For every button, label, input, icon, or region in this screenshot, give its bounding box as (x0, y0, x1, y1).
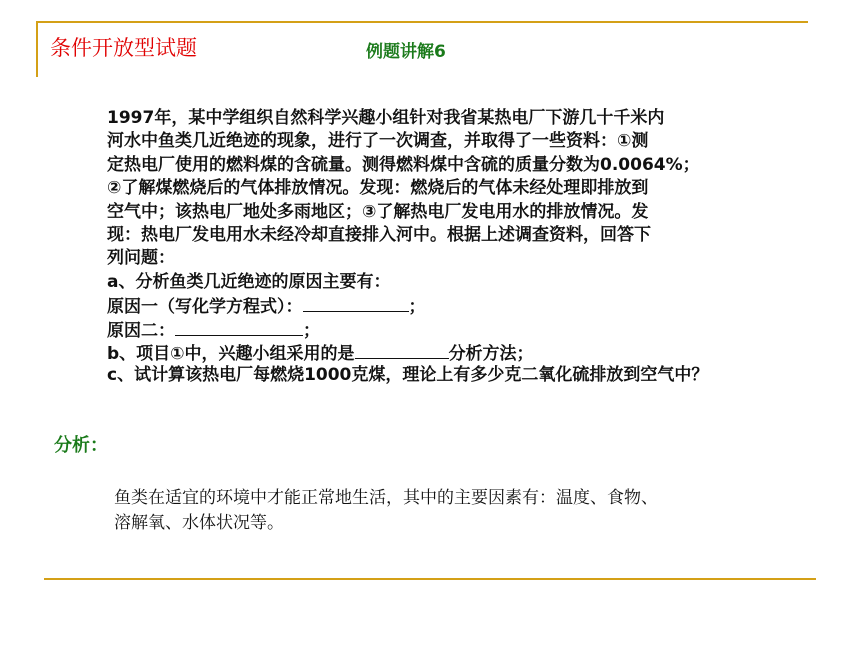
analysis-line: 鱼类在适宜的环境中才能正常地生活，其中的主要因素有：温度、食物、 (114, 488, 658, 508)
question-b-answer-blank (355, 341, 449, 359)
analysis-label: 分析： (54, 435, 108, 456)
problem-text (107, 107, 847, 388)
problem-line: 现：热电厂发电用水未经冷却直接排入河中。根据上述调查资料，回答下 (107, 224, 651, 245)
problem-line: 空气中；该热电厂地处多雨地区；③了解热电厂发电用水的排放情况。发 (107, 201, 649, 222)
slide-title: 条件开放型试题 (50, 36, 197, 60)
reason-one-line (107, 294, 847, 317)
left-accent-line (36, 21, 38, 77)
reason-two-label: 原因二： (107, 320, 175, 341)
bottom-divider-line (44, 578, 816, 580)
question-a: a、分析鱼类几近绝迹的原因主要有： (107, 271, 391, 292)
question-b-suffix: 分析方法； (448, 343, 534, 364)
question-b-prefix: b、项目①中，兴趣小组采用的是 (107, 343, 355, 364)
analysis-line: 溶解氧、水体状况等。 (114, 513, 284, 533)
problem-line: 定热电厂使用的燃料煤的含硫量。测得燃料煤中含硫的质量分数为0.0064%； (107, 154, 700, 175)
analysis-text (114, 486, 834, 536)
reason-two-answer-blank (175, 318, 303, 336)
problem-line: 1997年，某中学组织自然科学兴趣小组针对我省某热电厂下游几十千米内 (107, 108, 665, 128)
reason-one-end: ； (408, 297, 426, 318)
top-divider-line (36, 21, 808, 23)
problem-line: ②了解煤燃烧后的气体排放情况。发现：燃烧后的气体未经处理即排放到 (107, 178, 649, 199)
reason-two-end: ； (303, 320, 320, 341)
reason-one-label: 原因一（写化学方程式）： (107, 297, 303, 318)
question-c: c、试计算该热电厂每燃烧1000克煤，理论上有多少克二氧化硫排放到空气中？ (107, 365, 709, 386)
problem-line: 列问题： (107, 248, 175, 269)
problem-line: 河水中鱼类几近绝迹的现象，进行了一次调查，并取得了一些资料：①测 (107, 131, 649, 152)
reason-one-answer-blank (303, 294, 409, 312)
question-b (107, 341, 847, 364)
reason-two-line (107, 318, 847, 341)
slide-subtitle: 例题讲解6 (366, 42, 446, 62)
